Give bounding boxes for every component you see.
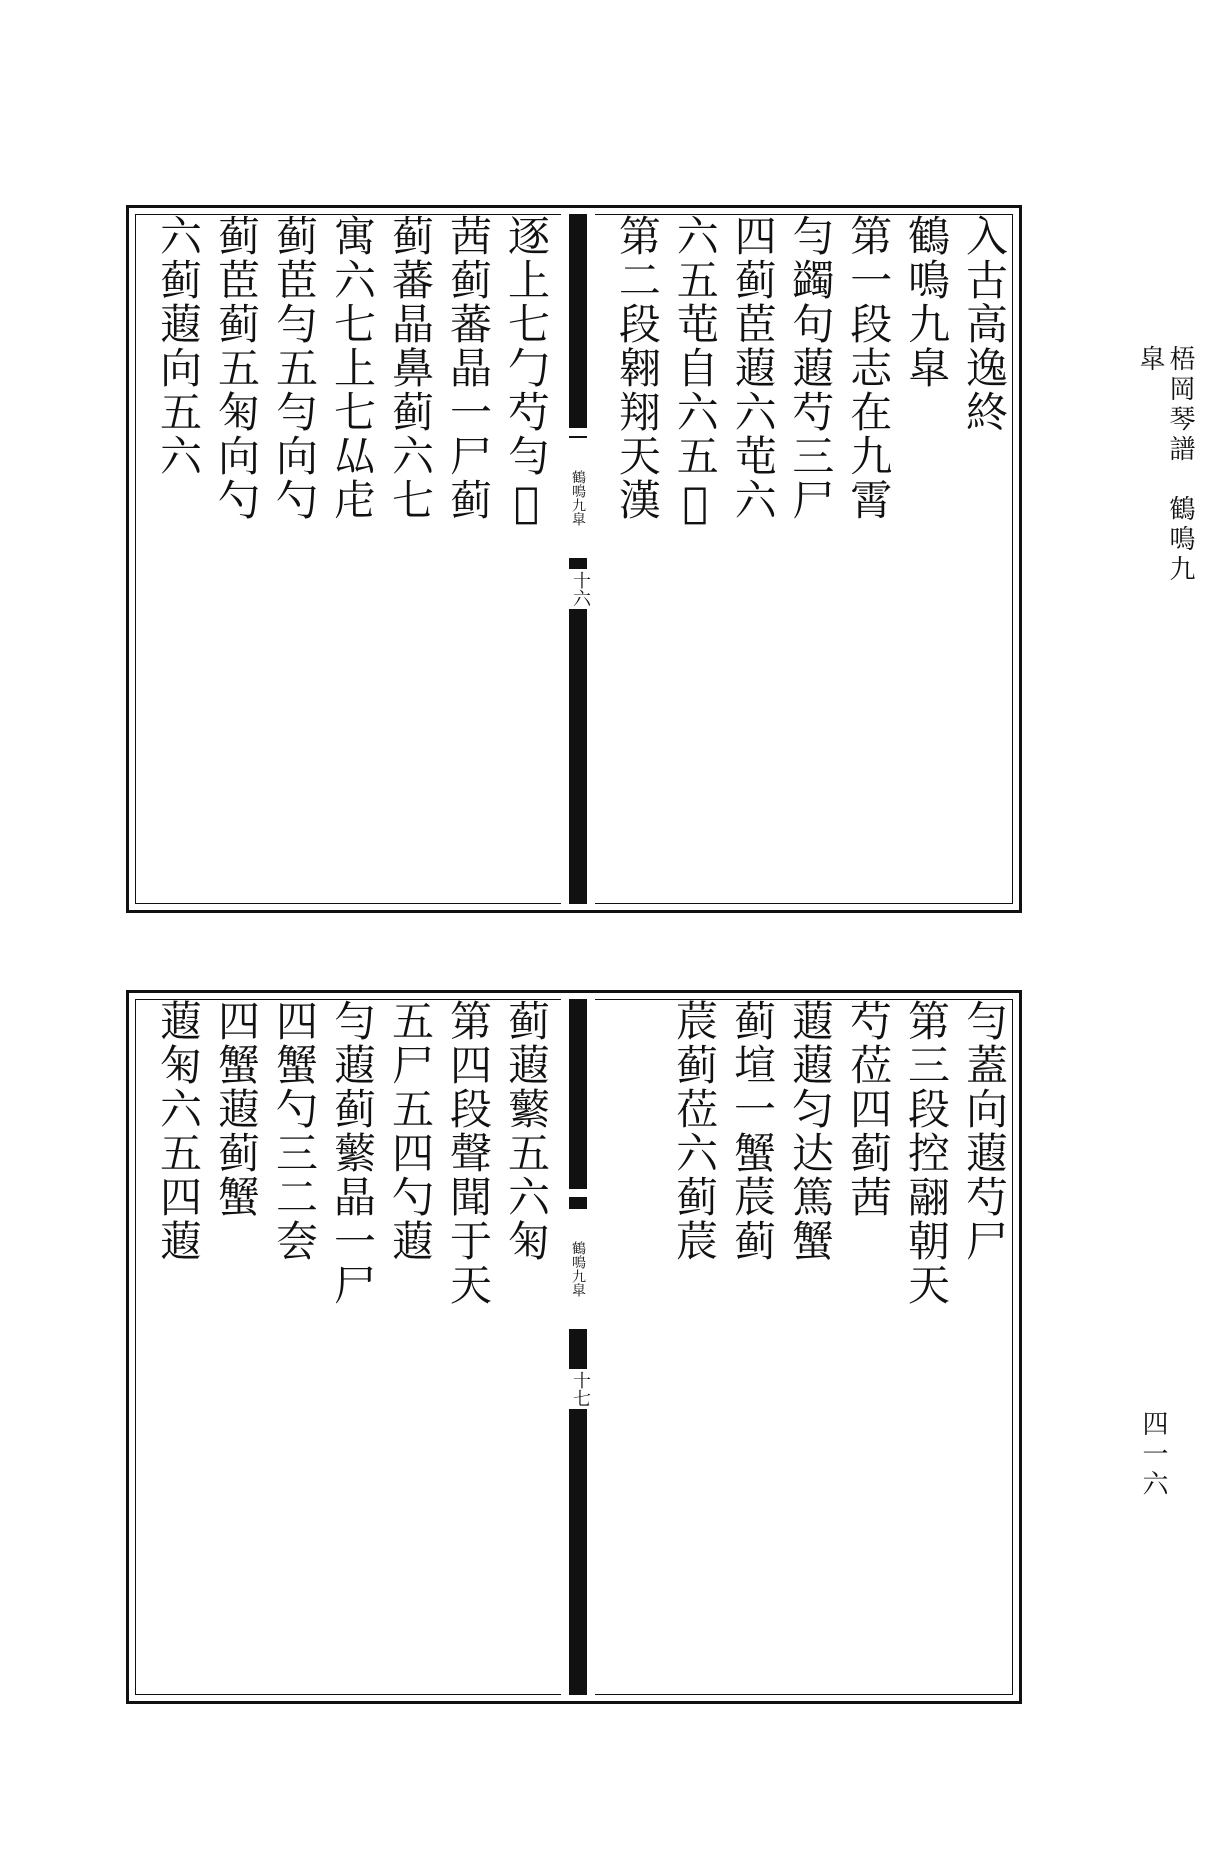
top-left-page [135,214,555,904]
page-number: 四一六 [1138,1410,1168,1500]
bottom-left-page [135,999,555,1695]
text-column: 逐上七勹芍勻𦍉 [502,214,551,529]
text-column: 蓟蕃晶鼻蓟六七 [386,214,435,522]
text-column: 勻蠲句蕸芍三尸 [786,214,836,522]
gutter-title: 鶴鳴九皐 [563,438,593,558]
center-gutter [561,999,595,1695]
fish-tail-mark [561,1189,595,1197]
top-right-page [608,214,1013,904]
text-column: 六五芚自六五𦍉 [670,214,720,529]
text-column: 蓟茞蓟五匊向勺 [212,214,261,522]
text-column: 寓六七上七厸虍 [328,214,377,522]
text-column: 芍莅四蓟茜 [844,999,893,1219]
center-gutter [561,214,595,904]
text-column: 四蓟茞蕸六芚六 [728,214,778,522]
text-column: 勻蕸蓟蘩晶一尸 [328,999,377,1307]
bottom-right-page [608,999,1013,1695]
text-column: 茜蓟蕃晶一尸蓟 [444,214,493,522]
bottom-page-spread [126,990,1022,1704]
text-column: 蓟蕸蘩五六匊 [502,999,551,1263]
text-column: 蕸蕸匀达篤蟹 [786,999,835,1263]
text-column: 蕸匊六五四蕸 [154,999,203,1263]
gutter-number: 十七 [563,1369,593,1409]
gutter-title: 鶴鳴九皐 [563,1209,593,1329]
text-column: 莀蓟莅六蓟莀 [670,999,719,1263]
text-column: 第三段控翮朝天 [902,999,951,1307]
text-column: 入古高逸終 [960,214,1009,434]
text-column: 勻蓋向蕸芍尸 [960,999,1009,1263]
text-column: 鶴鳴九皐 [902,214,952,390]
fish-tail-mark [561,428,595,436]
text-column: 四蟹勺三二夽 [270,999,319,1263]
text-column: 五尸五四勺蕸 [386,999,435,1263]
text-column: 蓟塇一蟹莀蓟 [728,999,777,1263]
gutter-number: 十六 [563,569,593,609]
gutter-bar [569,999,587,1695]
text-column: 第一段志在九霄 [844,214,894,522]
top-page-spread [126,205,1022,913]
side-title: 梧岡琴譜 鶴鳴九皐 [1135,345,1195,585]
text-column: 第四段聲聞于天 [444,999,493,1307]
text-column: 四蟹蕸蓟蟹 [212,999,261,1219]
text-column: 第二段翱翔天漢 [612,214,662,522]
gutter-bar [569,214,587,904]
text-column: 蓟茞勻五勻向勺 [270,214,319,522]
text-column: 六蓟蕸向五六 [154,214,203,478]
